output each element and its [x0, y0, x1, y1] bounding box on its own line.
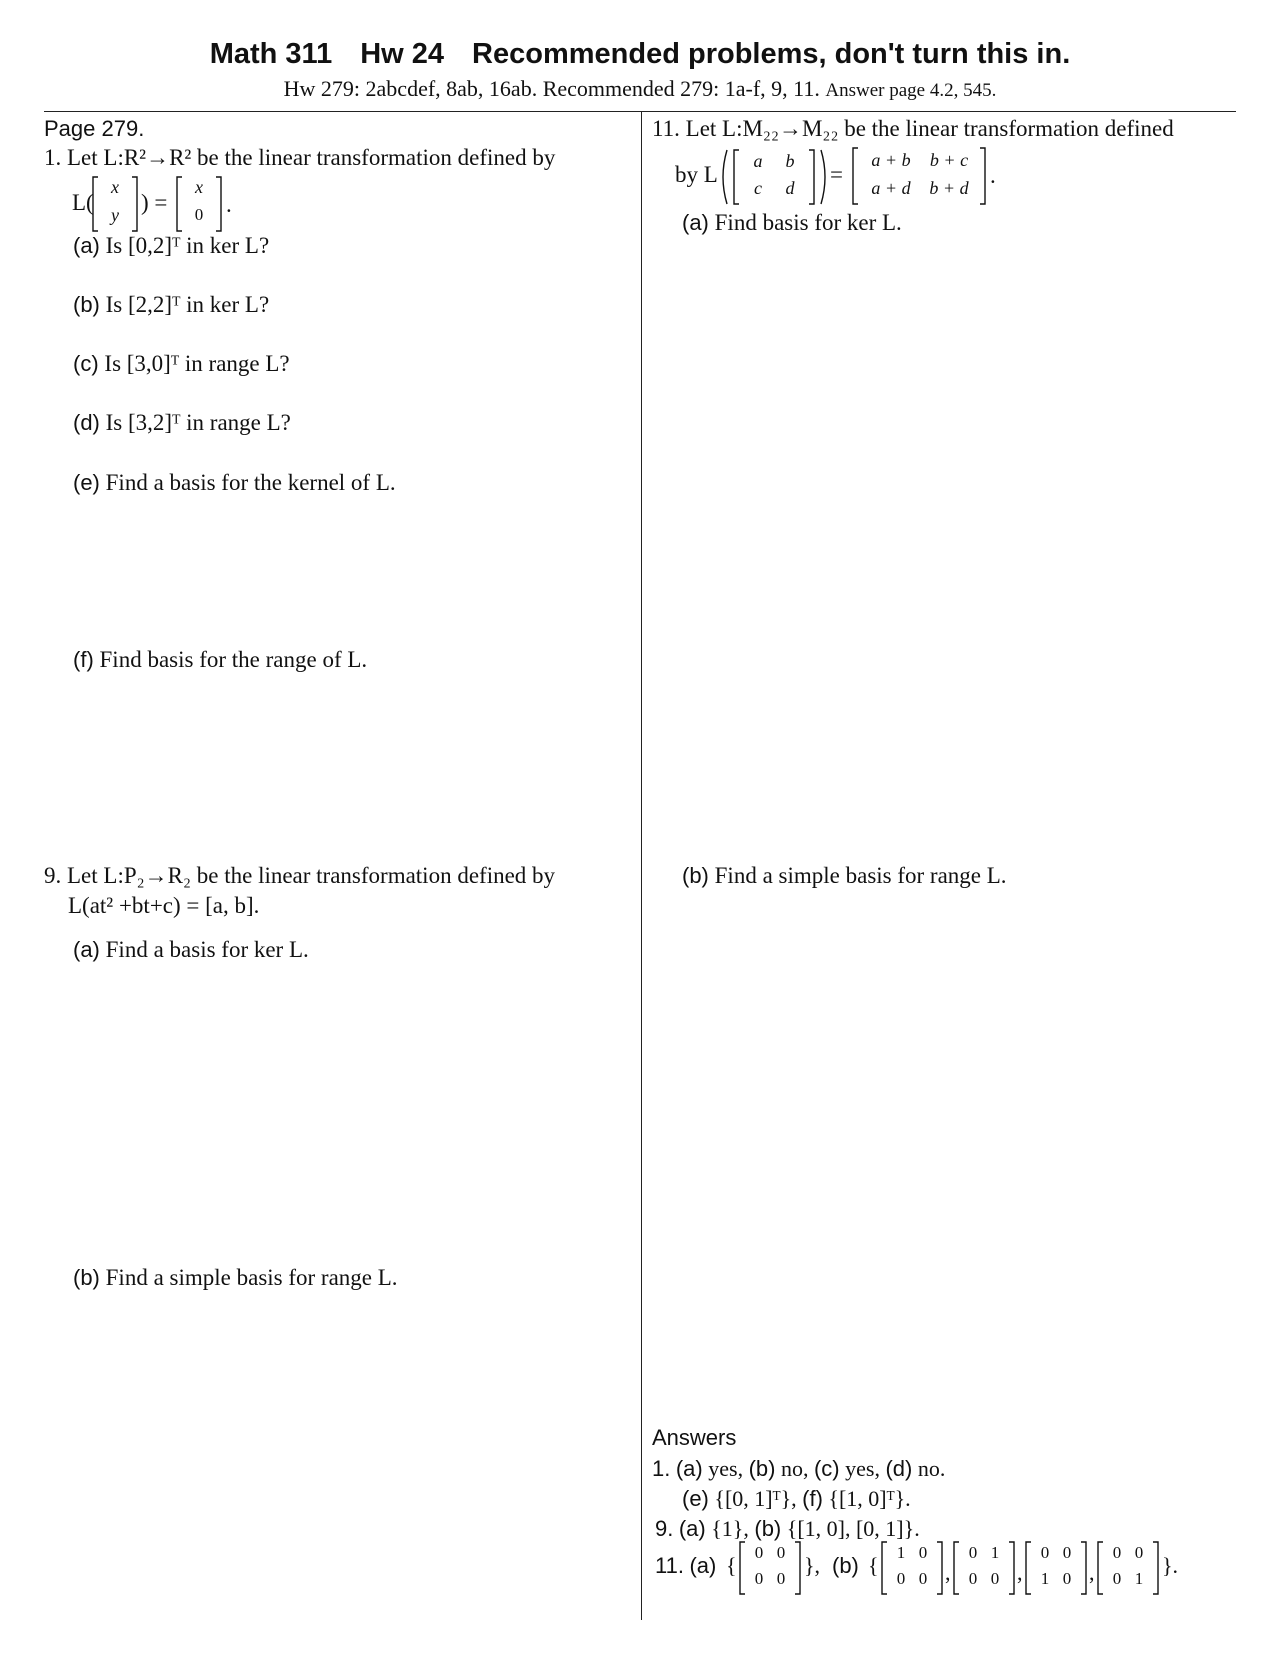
p1-L-prefix: L( [72, 190, 94, 215]
m3-22: 0 [1062, 1569, 1072, 1588]
answer-11b-matrix-4 [1097, 1540, 1159, 1596]
answer-11b-open-brace: { [868, 1553, 879, 1578]
p1-part-f: (f) Find basis for the range of L. [73, 647, 368, 672]
hw-number: Hw 24 [360, 38, 445, 70]
m3-12: 0 [1062, 1543, 1072, 1562]
p11-period: . [990, 163, 996, 188]
m3-21: 1 [1040, 1569, 1050, 1588]
m2-22: 0 [990, 1569, 1000, 1588]
m1-22: 0 [918, 1569, 928, 1588]
p1-output-zero: 0 [194, 205, 204, 224]
answer-9: 9. (a) {1}, (b) {[1, 0], [0, 1]}. [655, 1516, 920, 1541]
subtitle [0, 76, 1280, 102]
p1-input-vector [92, 174, 138, 234]
p11-out-22: b + d [929, 178, 969, 198]
problem-9-definition: L(at² +bt+c) = [a, b]. [68, 893, 260, 918]
comma-1: , [945, 1560, 951, 1585]
title-heading: Recommended problems, don't turn this in. [472, 38, 1071, 70]
p11-in-d: d [785, 178, 795, 198]
answer-11b-label: (b) [832, 1553, 859, 1578]
p11-output-matrix [852, 146, 986, 206]
p1-L-close: ) = [141, 190, 168, 215]
answer-11-label: 11. (a) [655, 1553, 717, 1578]
m1-21: 0 [896, 1569, 906, 1588]
answer-1-line-1: 1. (a) yes, (b) no, (c) yes, (d) no. [652, 1456, 946, 1481]
p11-in-c: c [754, 178, 762, 198]
problem-9-statement: 9. Let L:P₂→R₂ be the linear transformation defined by [44, 863, 556, 888]
p11-by-L: by L [675, 162, 718, 187]
m2-12: 1 [990, 1543, 1000, 1562]
p1-part-b: (b) Is [2,2]ᵀ in ker L? [73, 292, 270, 317]
m1-11: 1 [896, 1543, 906, 1562]
p11-equals: = [830, 162, 843, 187]
p1-output-vector [176, 174, 222, 234]
m2-21: 0 [968, 1569, 978, 1588]
p9-part-b: (b) Find a simple basis for range L. [73, 1265, 398, 1290]
answer-11b-matrix-1 [881, 1540, 943, 1596]
answers-title: Answers [652, 1425, 737, 1450]
m1-12: 0 [918, 1543, 928, 1562]
answer-1-line-2: (e) {[0, 1]ᵀ}, (f) {[1, 0]ᵀ}. [682, 1486, 911, 1511]
p11-out-12: b + c [929, 150, 969, 170]
page-title [0, 38, 1280, 71]
p11-in-b: b [785, 151, 795, 171]
p11-input-matrix [733, 148, 815, 206]
p9-part-a: (a) Find a basis for ker L. [73, 937, 309, 962]
m4-21: 0 [1112, 1569, 1122, 1588]
m4-22: 1 [1134, 1569, 1144, 1588]
p1-part-a: (a) Is [0,2]ᵀ in ker L? [73, 233, 270, 258]
p1-part-c: (c) Is [3,0]ᵀ in range L? [73, 351, 290, 376]
answer-11b-matrix-3 [1025, 1540, 1087, 1596]
p1-part-d: (d) Is [3,2]ᵀ in range L? [73, 410, 291, 435]
answer-11a-kernel-matrix [739, 1540, 801, 1596]
p11-part-b: (b) Find a simple basis for range L. [682, 863, 1007, 888]
m4-11: 0 [1112, 1543, 1122, 1562]
ans11a-m22: 0 [776, 1569, 786, 1588]
course-name: Math 311 [209, 38, 333, 70]
p1-output-x: x [195, 177, 203, 197]
p1-period: . [226, 192, 232, 217]
p1-input-x: x [111, 177, 119, 197]
ans11a-m21: 0 [754, 1569, 764, 1588]
p1-part-e: (e) Find a basis for the kernel of L. [73, 470, 396, 495]
p11-out-21: a + d [871, 178, 911, 198]
p11-out-11: a + b [871, 150, 911, 170]
page-label: Page 279. [44, 116, 145, 141]
subtitle-main: Hw 279: 2abcdef, 8ab, 16ab. Recommended 279: 1a-f, 9, 11. [283, 76, 820, 101]
problem-11-statement: 11. Let L:M₂₂→M₂₂ be the linear transformation defined [652, 116, 1174, 141]
p11-in-a: a [753, 151, 763, 171]
ans11a-m12: 0 [776, 1543, 786, 1562]
problem-1-statement: 1. Let L:R²→R² be the linear transformation defined by [44, 145, 556, 170]
m3-11: 0 [1040, 1543, 1050, 1562]
m2-11: 0 [968, 1543, 978, 1562]
subtitle-answer-page: Answer page 4.2, 545. [825, 80, 997, 101]
ans11a-m11: 0 [754, 1543, 764, 1562]
comma-2: , [1017, 1560, 1023, 1585]
p1-input-y: y [111, 205, 119, 225]
answer-11b-matrix-2 [953, 1540, 1015, 1596]
column-divider [641, 112, 642, 1620]
answer-11a-open-brace: { [726, 1553, 737, 1578]
answer-11a-close: }, [804, 1553, 821, 1578]
comma-3: , [1089, 1560, 1095, 1585]
answer-11b-close: }. [1162, 1553, 1179, 1578]
p11-part-a: (a) Find basis for ker L. [682, 210, 902, 235]
m4-12: 0 [1134, 1543, 1144, 1562]
header-divider [44, 111, 1236, 112]
